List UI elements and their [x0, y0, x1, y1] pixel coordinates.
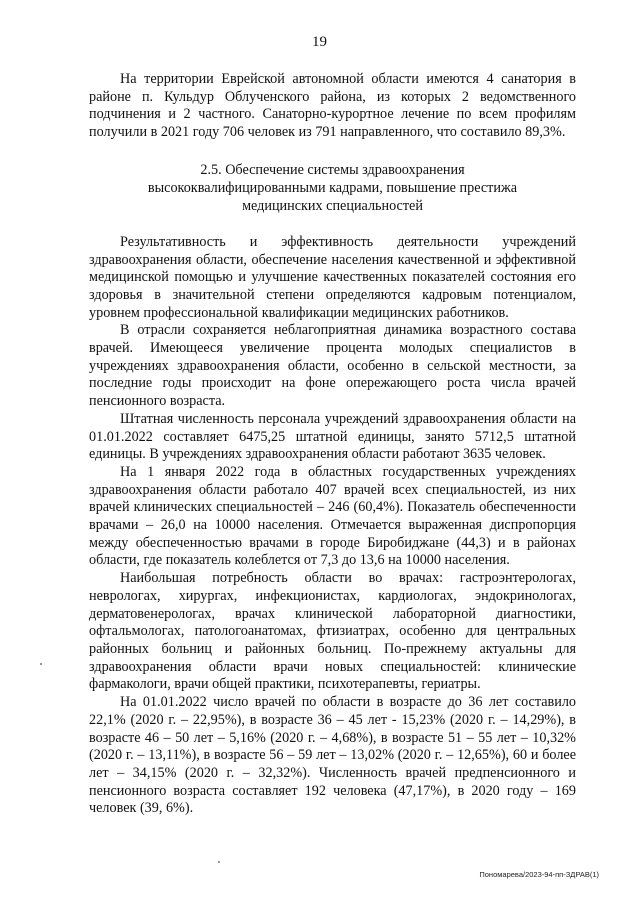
paragraph-demand: Наибольшая потребность области во врачах: гастроэнтерологах, неврологах, хирургах, инфекционистах, кардиологах, эндокринологах, дерматовенерологах, врачах клинической лабораторной диагностики, офтальмологах, патологоанатомах, фтизиатрах, особенно для центральных районных больниц и районных больниц. По-прежнему актуальны для здравоохранения области врачи новых специальностей: клинические фармакологи, врачи общей практики, психотерапевты, гериатры.: [89, 570, 576, 693]
intro-paragraph: На территории Еврейской автономной области имеются 4 санатория в районе п. Кульдур Облученского района, из которых 2 ведомственного подчинения и 2 частного. Санаторно-курортное лечение по всем профилям получили в 2021 году 706 человек из 791 направленного, что составило 89,3%.: [89, 71, 576, 141]
section-heading: [89, 161, 576, 215]
section-heading-line-3: медицинских специальностей: [242, 197, 423, 214]
footer-document-code: Пономарева/2023-94-пп-ЗДРАВ(1): [479, 870, 599, 879]
paragraph-age-distribution: На 01.01.2022 число врачей по области в возрасте до 36 лет составило 22,1% (2020 г. – 22,95%), в возрасте 36 – 45 лет - 15,23% (2020 г. – 14,29%), в возрасте 46 – 50 лет – 5,16% (2020 г. – 4,68%), в возрасте 51 – 55 лет – 10,32% (2020 г. – 13,11%), в возрасте 56 – 59 лет – 13,02% (2020 г. – 12,65%), 60 и более лет – 34,15% (2020 г. – 32,32%). Численность врачей предпенсионного и пенсионного возраста составляет 192 человека (47,17%), в 2020 году – 169 человек (39, 6%).: [89, 694, 576, 817]
section-heading-line-2: высококвалифицированными кадрами, повышение престижа: [147, 179, 518, 196]
section-heading-line-1: 2.5. Обеспечение системы здравоохранения: [200, 161, 465, 178]
page-number: 19: [312, 34, 327, 50]
paragraph-doctors-count: На 1 января 2022 года в областных государственных учреждениях здравоохранения области работало 407 врачей всех специальностей, из них врачей клинических специальностей – 246 (60,4%). Показатель обеспеченности врачами – 26,0 на 10000 населения. Отмечается выраженная диспропорция между обеспеченностью врачами в городе Биробиджане (44,3) и в районах области, где показатель колеблется от 7,3 до 13,6 на 10000 населения.: [89, 463, 576, 569]
document-body: [89, 71, 576, 818]
paragraph-staffing: Штатная численность персонала учреждений здравоохранения области на 01.01.2022 составляет 6475,25 штатной единицы, занято 5712,5 штатной единицы. В учреждениях здравоохранения области работают 3635 человек.: [89, 410, 576, 463]
paragraph-effectiveness: Результативность и эффективность деятельности учреждений здравоохранения области, обеспечение населения качественной и эффективной медицинской помощью и улучшение качественных показателей состояния его здоровья в значительной степени определяются кадровым потенциалом, уровнем профессиональной квалификации медицинских работников.: [89, 233, 576, 321]
scan-artifact-dot: [40, 663, 42, 665]
scan-artifact-dot: [218, 861, 220, 863]
paragraph-age-dynamics: В отрасли сохраняется неблагоприятная динамика возрастного состава врачей. Имеющееся увеличение процента молодых специалистов в учреждениях здравоохранения области, особенно в сельской местности, за последние годы происходит на фоне опережающего роста числа врачей пенсионного возраста.: [89, 322, 576, 410]
